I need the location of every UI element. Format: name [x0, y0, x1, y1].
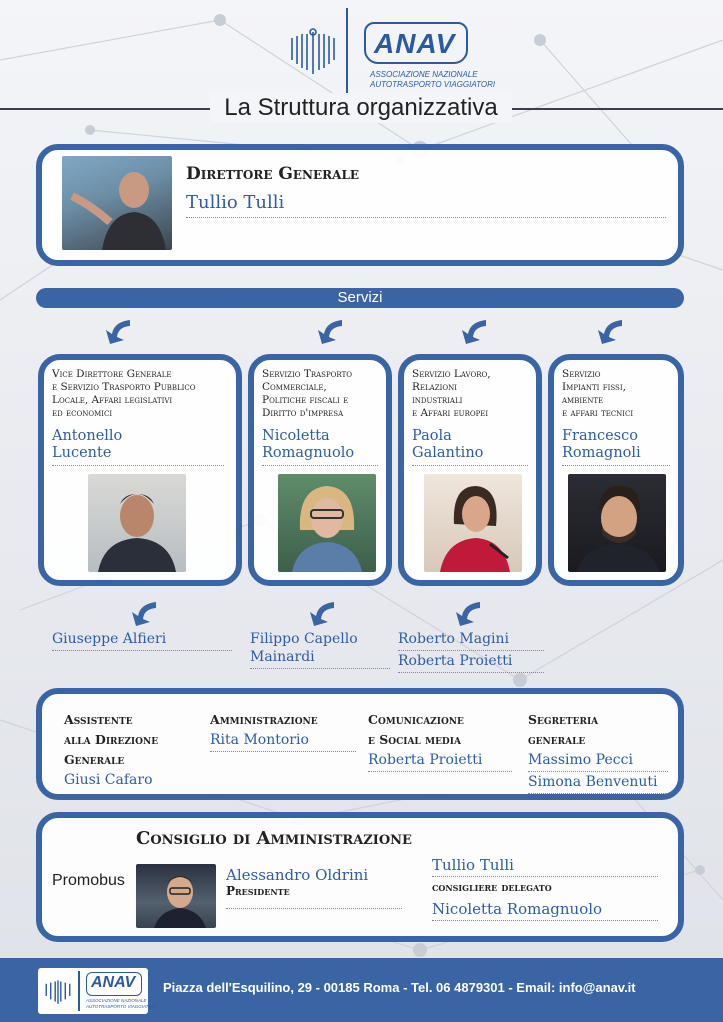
eagle-emblem-icon	[44, 976, 72, 1006]
president-name: Alessandro Oldrini	[226, 866, 369, 884]
service-title: Servizio Lavoro, Relazioni industriali e Affari europei	[412, 368, 491, 419]
president-photo	[136, 864, 216, 928]
anav-logo-text: ANAV	[374, 28, 456, 59]
arrow-down-icon	[314, 318, 344, 346]
anav-logo	[282, 8, 496, 90]
office-segreteria: Segreteria generale Massimo Pecci Simona Benvenuti	[528, 710, 668, 794]
service-head-name: Francesco Romagnoli	[562, 428, 670, 466]
board-member: Tullio Tulli	[432, 856, 658, 877]
staff-member: Giuseppe Alfieri	[52, 630, 232, 651]
footer-logo-text: ANAV	[91, 974, 136, 991]
arrow-down-icon	[306, 600, 336, 628]
arrow-down-icon	[458, 318, 488, 346]
office-comunicazione: Comunicazione e Social media Roberta Proietti	[368, 710, 512, 772]
service-title: Servizio Trasporto Commerciale, Politiche fiscali e Diritto d'impresa	[262, 368, 352, 419]
anav-logo-subtitle-1: ASSOCIAZIONE NAZIONALE	[370, 70, 478, 79]
page-title: La Struttura organizzativa	[224, 94, 498, 121]
footer-contact: Piazza dell'Esquilino, 29 - 00185 Roma - Tel. 06 4879301 - Email: info@anav.it	[163, 980, 636, 995]
service-title: Vice Direttore Generale e Servizio Trasporto Pubblico Locale, Affari legislativi ed economici	[52, 368, 196, 419]
footer-logo-subtitle-2: AUTOTRASPORTO VIAGGIATORI	[86, 1004, 157, 1009]
service-title: Servizio Impianti fissi, ambiente e affari tecnici	[562, 368, 634, 419]
service-head-name: Paola Galantino	[412, 428, 528, 466]
cda-title: Consiglio di Amministrazione	[136, 828, 412, 849]
staff-member: Roberto Magini	[398, 630, 544, 651]
arrow-down-icon	[102, 318, 132, 346]
direttore-role: Direttore Generale	[186, 164, 360, 184]
eagle-emblem-icon	[288, 26, 338, 76]
footer-logo	[38, 968, 157, 1014]
service-head-name: Antonello Lucente	[52, 428, 224, 466]
office-assistente: Assistente alla Direzione Generale Giusi Cafaro	[64, 712, 159, 788]
arrow-down-icon	[452, 600, 482, 628]
service-head-photo	[424, 474, 522, 572]
logo-divider	[346, 8, 348, 98]
arrow-down-icon	[594, 318, 624, 346]
company-label: Promobus	[52, 872, 125, 889]
delegate-role: consigliere delegato	[432, 880, 552, 894]
anav-logo-subtitle-2: AUTOTRASPORTO VIAGGIATORI	[370, 80, 496, 89]
servizi-bar: Servizi	[36, 288, 684, 308]
direttore-photo	[62, 156, 172, 250]
service-head-name: Nicoletta Romagnuolo	[262, 428, 378, 466]
direttore-name: Tullio Tulli	[186, 192, 666, 218]
office-amministrazione: Amministrazione Rita Montorio	[210, 710, 356, 752]
board-member: Nicoletta Romagnuolo	[432, 900, 658, 921]
service-head-photo	[568, 474, 666, 572]
staff-member: Roberta Proietti	[398, 652, 544, 673]
arrow-down-icon	[128, 600, 158, 628]
staff-member: Filippo Capello Mainardi	[250, 630, 390, 669]
president-role: Presidente	[226, 884, 402, 909]
service-head-photo	[88, 474, 186, 572]
footer-logo-subtitle-1: ASSOCIAZIONE NAZIONALE	[86, 998, 147, 1003]
service-head-photo	[278, 474, 376, 572]
